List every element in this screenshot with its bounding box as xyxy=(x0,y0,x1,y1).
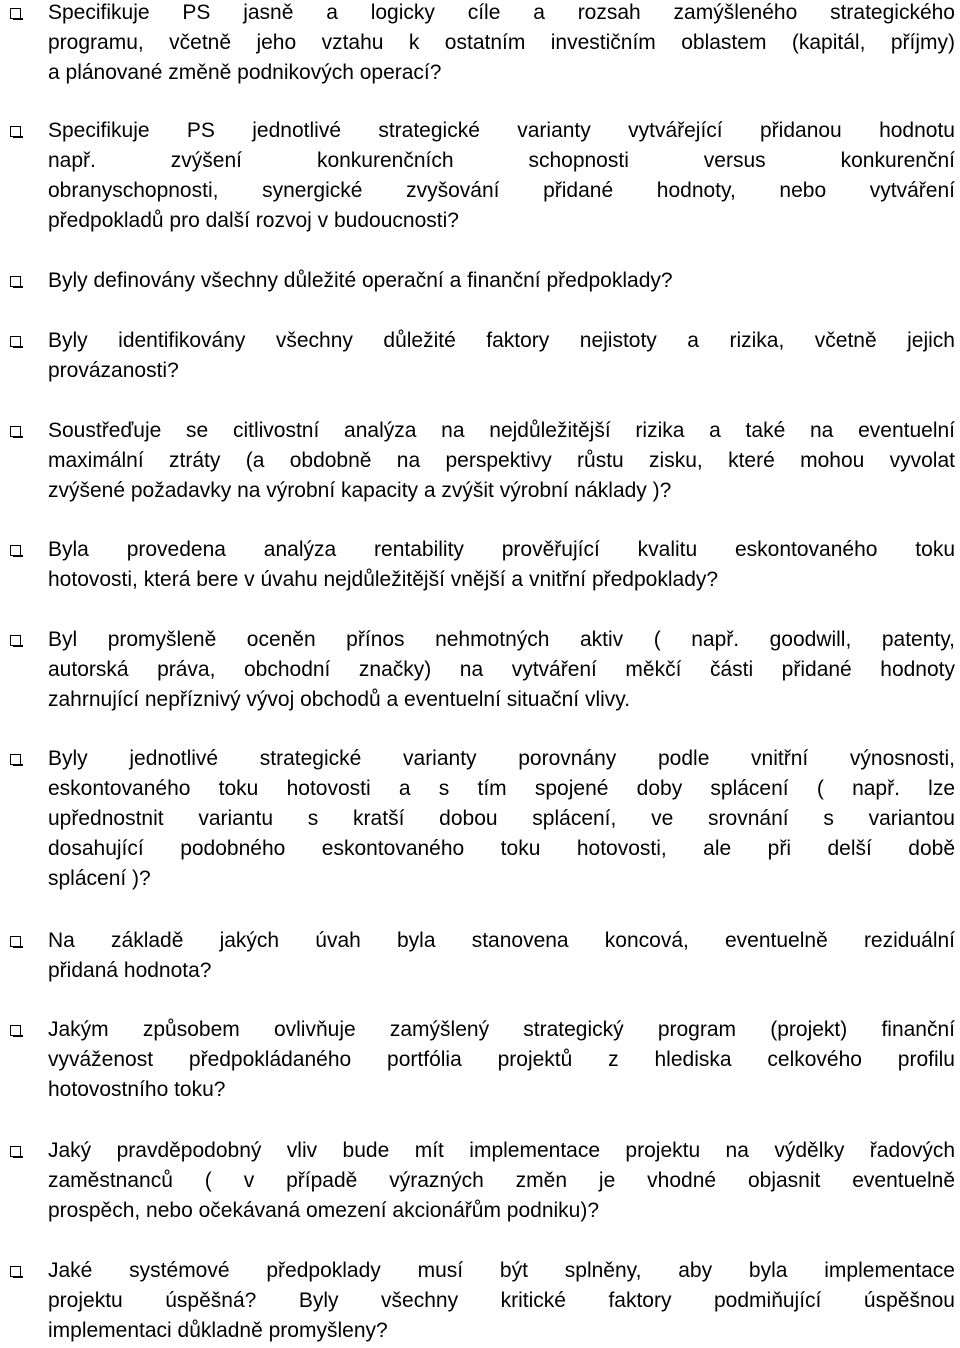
item-text xyxy=(48,416,955,506)
checkbox-bullet-icon xyxy=(10,1025,21,1036)
checkbox-bullet-icon xyxy=(10,8,21,19)
text-line: dosahující podobného eskontovaného toku hotovosti, ale při delší době xyxy=(48,837,955,860)
item-text xyxy=(48,266,955,296)
item-text xyxy=(48,1256,955,1346)
text-line: Soustřeďuje se citlivostní analýza na nejdůležitější rizika a také na eventuelní xyxy=(48,419,955,442)
item-text xyxy=(48,1136,955,1226)
text-line: a plánované změně podnikových operací? xyxy=(48,61,442,84)
checkbox-bullet-icon xyxy=(10,1266,21,1277)
text-line: zaměstnanců ( v případě výrazných změn je vhodné objasnit eventuelně xyxy=(48,1169,955,1192)
text-line: splácení )? xyxy=(48,867,151,890)
item-text xyxy=(48,116,955,236)
checkbox-bullet-icon xyxy=(10,126,21,137)
checkbox-bullet-icon xyxy=(10,635,21,646)
checkbox-bullet-icon xyxy=(10,936,21,947)
text-line: zahrnující nepříznivý vývoj obchodů a eventuelní situační vlivy. xyxy=(48,688,631,711)
text-line: zvýšené požadavky na výrobní kapacity a zvýšit výrobní náklady )? xyxy=(48,479,672,502)
item-text xyxy=(48,744,955,894)
text-line: předpokladů pro další rozvoj v budoucnosti? xyxy=(48,209,459,232)
text-line: maximální ztráty (a obdobně na perspektivy růstu zisku, které mohou vyvolat xyxy=(48,449,955,472)
text-line: Jaké systémové předpoklady musí být splněny, aby byla implementace xyxy=(48,1259,955,1282)
text-line: Byly identifikovány všechny důležité faktory nejistoty a rizika, včetně jejich xyxy=(48,329,955,352)
text-line: Specifikuje PS jednotlivé strategické varianty vytvářející přidanou hodnotu xyxy=(48,119,955,142)
text-line: Na základě jakých úvah byla stanovena koncová, eventuelně reziduální xyxy=(48,929,955,952)
text-line: Byly jednotlivé strategické varianty porovnány podle vnitřní výnosnosti, xyxy=(48,747,955,770)
item-text xyxy=(48,535,955,595)
item-text xyxy=(48,625,955,715)
item-text xyxy=(48,1015,955,1105)
text-line: Byla provedena analýza rentability prověřující kvalitu eskontovaného toku xyxy=(48,538,955,561)
text-line: projektu úspěšná? Byly všechny kritické faktory podmiňující úspěšnou xyxy=(48,1289,955,1312)
text-line: Specifikuje PS jasně a logicky cíle a rozsah zamýšleného strategického xyxy=(48,1,955,24)
item-text xyxy=(48,326,955,386)
text-line: provázanosti? xyxy=(48,359,179,382)
text-line: přidaná hodnota? xyxy=(48,959,212,982)
text-line: Jakým způsobem ovlivňuje zamýšlený strategický program (projekt) finanční xyxy=(48,1018,955,1041)
text-line: implementaci důkladně promyšleny? xyxy=(48,1319,388,1342)
text-line: Byl promyšleně oceněn přínos nehmotných aktiv ( např. goodwill, patenty, xyxy=(48,628,955,651)
text-line: obranyschopnosti, synergické zvyšování přidané hodnoty, nebo vytváření xyxy=(48,179,955,202)
checkbox-bullet-icon xyxy=(10,426,21,437)
checkbox-bullet-icon xyxy=(10,336,21,347)
checkbox-bullet-icon xyxy=(10,545,21,556)
text-line: hotovostního toku? xyxy=(48,1078,226,1101)
checkbox-bullet-icon xyxy=(10,1146,21,1157)
text-line: hotovosti, která bere v úvahu nejdůležitější vnější a vnitřní předpoklady? xyxy=(48,568,719,591)
text-line: prospěch, nebo očekávaná omezení akcionářům podniku)? xyxy=(48,1199,600,1222)
checkbox-bullet-icon xyxy=(10,754,21,765)
text-line: autorská práva, obchodní značky) na vytváření měkčí části přidané hodnoty xyxy=(48,658,955,681)
item-text xyxy=(48,926,955,986)
checkbox-bullet-icon xyxy=(10,276,21,287)
text-line: Jaký pravděpodobný vliv bude mít implementace projektu na výdělky řadových xyxy=(48,1139,955,1162)
text-line: Byly definovány všechny důležité operační a finanční předpoklady? xyxy=(48,269,673,292)
item-text xyxy=(48,0,955,88)
text-line: upřednostnit variantu s kratší dobou splácení, ve srovnání s variantou xyxy=(48,807,955,830)
text-line: eskontovaného toku hotovosti a s tím spojené doby splácení ( např. lze xyxy=(48,777,955,800)
text-line: programu, včetně jeho vztahu k ostatním investičním oblastem (kapitál, příjmy) xyxy=(48,31,955,54)
text-line: např. zvýšení konkurenčních schopnosti versus konkurenční xyxy=(48,149,955,172)
text-line: vyváženost předpokládaného portfólia projektů z hlediska celkového profilu xyxy=(48,1048,955,1071)
